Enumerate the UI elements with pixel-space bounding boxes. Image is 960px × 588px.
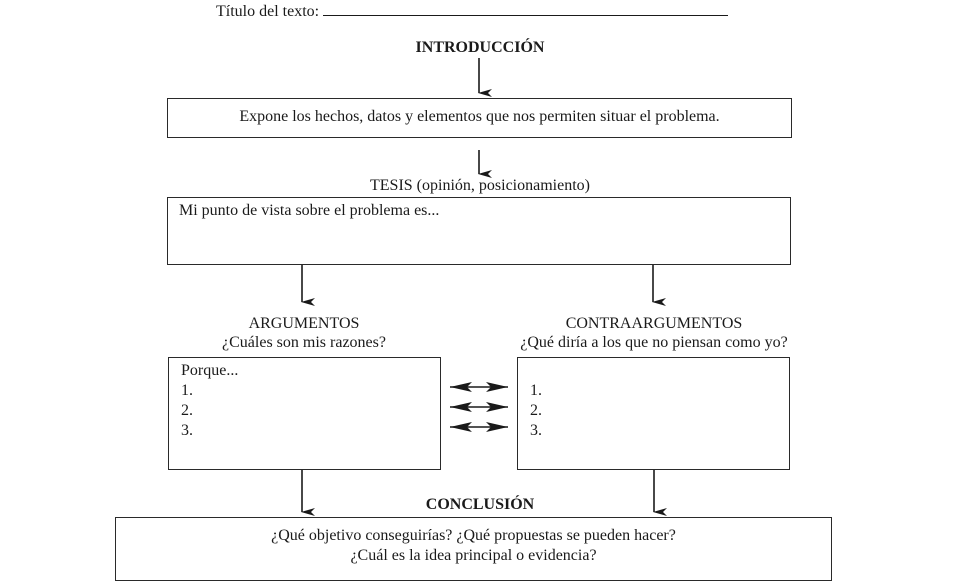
argument-item-1: 1. <box>181 382 193 399</box>
introduction-text: Expone los hechos, datos y elementos que nos permiten situar el problema. <box>239 108 720 125</box>
argument-item-2: 2. <box>181 402 193 419</box>
counterargument-item-1: 1. <box>530 382 542 399</box>
arguments-lead: Porque... <box>181 362 239 379</box>
counterargument-item-3: 3. <box>530 422 542 439</box>
argument-item-3: 3. <box>181 422 193 439</box>
title-label: Título del texto: <box>216 3 320 20</box>
introduction-heading: INTRODUCCIÓN <box>415 39 545 56</box>
conclusion-line-1: ¿Qué objetivo conseguirías? ¿Qué propuestas se pueden hacer? <box>271 527 676 544</box>
conclusion-line-2: ¿Cuál es la idea principal o evidencia? <box>350 547 597 564</box>
arguments-heading: ARGUMENTOS <box>248 315 360 332</box>
counterargument-item-2: 2. <box>530 402 542 419</box>
conclusion-heading: CONCLUSIÓN <box>425 496 535 513</box>
counterarguments-heading: CONTRAARGUMENTOS <box>565 315 743 332</box>
arguments-question: ¿Cuáles son mis razones? <box>222 334 386 351</box>
counterarguments-question: ¿Qué diría a los que no piensan como yo? <box>520 334 788 351</box>
thesis-heading: TESIS (opinión, posicionamiento) <box>370 177 590 194</box>
thesis-text: Mi punto de vista sobre el problema es... <box>179 202 440 219</box>
